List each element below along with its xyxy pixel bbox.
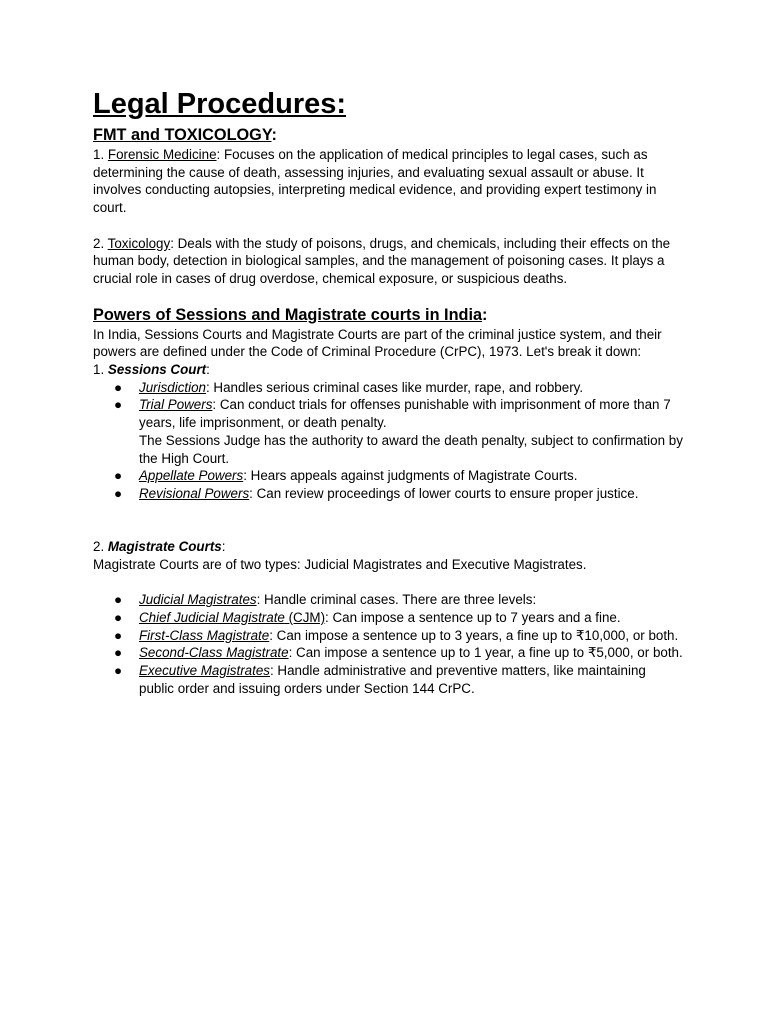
magistrate-suffix: :	[221, 539, 226, 555]
bullet-term: First-Class Magistrate	[139, 627, 270, 643]
spacer	[93, 573, 683, 591]
list-item	[93, 591, 683, 609]
sessions-court-label	[93, 361, 683, 379]
list-item	[93, 467, 683, 485]
bullet-term: Jurisdiction	[139, 379, 206, 395]
document-page	[93, 86, 683, 697]
bullet-icon: ●	[114, 592, 123, 608]
bullet-term-plain: (CJM)	[284, 609, 326, 625]
bullet-icon: ●	[114, 468, 123, 484]
bullet-term: Chief Judicial Magistrate	[139, 609, 285, 625]
fmt-item-2-term: Toxicology	[107, 235, 171, 251]
bullet-extra-text: The Sessions Judge has the authority to award the death penalty, subject to confirmation by the High Court.	[139, 432, 683, 466]
bullet-term: Second-Class Magistrate	[139, 645, 289, 661]
magistrate-intro: Magistrate Courts are of two types: Judicial Magistrates and Executive Magistrates.	[93, 556, 587, 572]
bullet-icon: ●	[114, 662, 123, 678]
bullet-icon: ●	[114, 379, 123, 395]
bullet-text: : Can impose a sentence up to 7 years and a fine.	[325, 609, 621, 625]
list-item	[93, 644, 683, 662]
fmt-heading-text: FMT and TOXICOLOGY	[93, 126, 272, 144]
bullet-term: Revisional Powers	[139, 485, 250, 501]
fmt-item-1-text: : Focuses on the application of medical principles to legal cases, such as determining the cause of death, assessing injuries, and evaluating sexual assault or abuse. It involves conducting autopsies, interpreting medical evidence, and providing expert testimony in court.	[93, 147, 657, 216]
powers-heading	[93, 305, 683, 326]
sessions-bullet-list	[93, 379, 683, 503]
bullet-icon: ●	[114, 397, 123, 413]
powers-heading-text: Powers of Sessions and Magistrate courts in India	[93, 305, 483, 324]
list-item	[93, 609, 683, 627]
bullet-icon: ●	[114, 609, 123, 625]
sessions-prefix: 1.	[93, 362, 108, 378]
bullet-term: Appellate Powers	[139, 468, 244, 484]
bullet-term: Judicial Magistrates	[139, 592, 257, 608]
bullet-icon: ●	[114, 627, 123, 643]
fmt-heading-colon: :	[271, 126, 277, 144]
bullet-text: : Can conduct trials for offenses punishable with imprisonment of more than 7 years, life imprisonment, or death penalty.	[139, 397, 671, 431]
list-item	[93, 627, 683, 645]
bullet-text: : Can review proceedings of lower courts to ensure proper justice.	[249, 485, 639, 501]
bullet-text: : Can impose a sentence up to 3 years, a fine up to ₹10,000, or both.	[269, 627, 679, 643]
fmt-heading	[93, 125, 683, 146]
fmt-item-1-term: Forensic Medicine	[107, 147, 217, 162]
fmt-item-1-prefix: 1.	[93, 147, 108, 162]
powers-heading-colon: :	[482, 305, 488, 324]
magistrate-label: Magistrate Courts	[107, 539, 222, 555]
list-item	[93, 396, 683, 467]
bullet-text: : Hears appeals against judgments of Magistrate Courts.	[243, 468, 578, 484]
bullet-icon: ●	[114, 485, 123, 501]
powers-intro: In India, Sessions Courts and Magistrate Courts are part of the criminal justice system, and their powers are defined under the Code of Criminal Procedure (CrPC), 1973. Let's break it down:	[93, 326, 662, 360]
sessions-suffix: :	[206, 362, 210, 378]
fmt-item-2-text: : Deals with the study of poisons, drugs, and chemicals, including their effects on the human body, detection in biological samples, and the management of poisoning cases. It plays a crucial role in cases of drug overdose, chemical exposure, or suspicious deaths.	[93, 235, 671, 286]
magistrate-bullet-list	[93, 591, 683, 697]
bullet-text: : Handle criminal cases. There are three levels:	[256, 592, 537, 608]
bullet-text: : Handle administrative and preventive matters, like maintaining public order and issuing orders under Section 144 CrPC.	[139, 662, 646, 696]
bullet-text: : Handles serious criminal cases like murder, rape, and robbery.	[205, 379, 584, 395]
magistrate-prefix: 2.	[93, 539, 108, 555]
magistrate-courts-label	[93, 538, 683, 556]
fmt-item-forensic-medicine	[93, 146, 683, 217]
bullet-term: Executive Magistrates	[139, 662, 270, 678]
fmt-item-2-prefix: 2.	[93, 235, 108, 251]
fmt-item-toxicology	[93, 235, 683, 288]
bullet-icon: ●	[114, 645, 123, 661]
spacer	[93, 217, 683, 235]
list-item	[93, 485, 683, 503]
bullet-term: Trial Powers	[139, 397, 213, 413]
sessions-label: Sessions Court	[107, 362, 207, 378]
list-item	[93, 662, 683, 697]
spacer	[93, 503, 683, 538]
page-title: Legal Procedures:	[93, 88, 347, 120]
bullet-text: : Can impose a sentence up to 1 year, a fine up to ₹5,000, or both.	[288, 645, 683, 661]
list-item	[93, 379, 683, 397]
